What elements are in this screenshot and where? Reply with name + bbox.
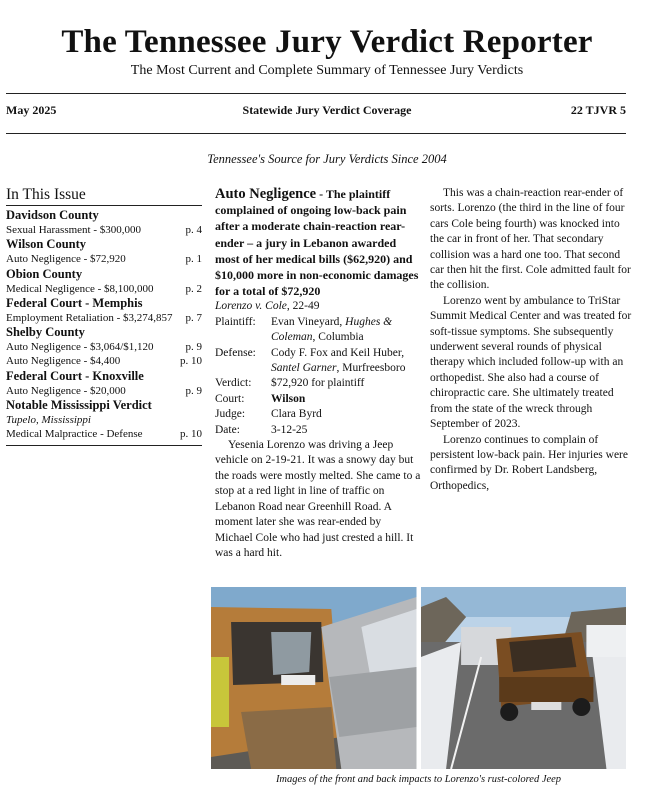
defense-label: Defense:: [215, 346, 256, 359]
plaintiff-city: , Columbia: [312, 331, 364, 344]
judge-row: [215, 407, 421, 422]
toc-entry[interactable]: [6, 427, 202, 441]
plaintiff-attorney: Evan Vineyard,: [271, 315, 346, 328]
toc-section-heading: Federal Court - Memphis: [6, 295, 143, 310]
toc-entry-text: Sexual Harassment - $300,000: [6, 224, 142, 236]
plaintiff-firm: Hughes & Coleman: [271, 315, 393, 344]
toc-entry-page: p. 9: [185, 384, 202, 397]
photo-caption: Images of the front and back impacts to Lorenzo's rust-colored Jeep: [275, 774, 562, 785]
toc-divider: [6, 205, 202, 206]
date-label: Date:: [215, 423, 240, 436]
toc-section-heading: Shelby County: [6, 325, 85, 340]
issue-coverage: Statewide Jury Verdict Coverage: [242, 103, 412, 117]
court-label: Court:: [215, 392, 245, 405]
table-of-contents: [6, 186, 202, 446]
defense-attorney: Cody F. Fox and Keil Huber,: [271, 346, 405, 359]
toc-entry-page: p. 2: [185, 282, 202, 295]
toc-entry-page: p. 10: [180, 355, 202, 368]
verdict-value: $72,920 for plaintiff: [271, 377, 365, 390]
date-value: 3-12-25: [271, 423, 308, 436]
toc-entry-text: Auto Negligence - $3,064/$1,120: [6, 341, 154, 354]
header-bottom-rule: [6, 133, 626, 134]
toc-section-heading: Wilson County: [6, 237, 87, 252]
toc-entry-text: Employment Retaliation - $3,274,857: [6, 311, 173, 324]
toc-entry[interactable]: [6, 384, 202, 398]
article-paragraph-4: Lorenzo continues to complain of persistent low-back pain. Her injuries were confirmed by Dr. Robert Landsberg, Orthopedics,: [430, 433, 628, 492]
toc-entry[interactable]: [6, 311, 202, 325]
article-summary: - The plaintiff complained of ongoing low-back pain after a moderate chain-reaction rear-ender – a jury in Lebanon awarded most of her medical bills ($62,920) and $10,000 more in non-economic damages for a total of $72,920: [215, 187, 419, 299]
toc-entry-text: Medical Negligence - $8,100,000: [6, 282, 154, 295]
defense-city: , Murfreesboro: [336, 362, 406, 375]
toc-entry-text: Auto Negligence - $72,920: [6, 253, 126, 266]
case-number: , 22-49: [286, 300, 320, 313]
header-top-rule: [6, 93, 626, 94]
photo-strip: [211, 587, 626, 769]
court-value: Wilson: [271, 392, 306, 405]
article-column-1: [215, 186, 421, 561]
toc-bottom-divider: [6, 445, 202, 446]
toc-list: [6, 208, 202, 441]
toc-entry-page: p. 10: [180, 428, 202, 441]
toc-entry-page: p. 4: [185, 224, 202, 236]
toc-section-heading: Notable Mississippi Verdict: [6, 398, 152, 413]
toc-entry-page: p. 1: [185, 253, 202, 266]
judge-value: Clara Byrd: [271, 408, 322, 421]
toc-section-note: Tupelo, Mississippi: [6, 414, 91, 427]
toc-entry[interactable]: [6, 223, 202, 237]
toc-section-heading: Davidson County: [6, 208, 99, 222]
article-headline: [215, 186, 421, 299]
toc-entry[interactable]: [6, 354, 202, 368]
defense-row: [215, 346, 421, 377]
toc-entry-text: Auto Negligence - $20,000: [6, 384, 126, 397]
toc-entry-page: p. 7: [185, 311, 202, 324]
article-paragraph-3: Lorenzo went by ambulance to TriStar Summit Medical Center and was treated for soft-tissue symptoms. She subsequently underwent several rounds of physical therapy which included follow-up with an orthopedist. She also had a course of chiropractic care. She ultimately treated from the state of the wreck through September of 2023.: [430, 294, 632, 431]
toc-entry-text: Medical Malpractice - Defense: [6, 428, 143, 441]
toc-entry-text: Auto Negligence - $4,400: [6, 355, 121, 368]
court-row: [215, 392, 421, 407]
masthead-subtitle: The Most Current and Complete Summary of Tennessee Jury Verdicts: [130, 63, 524, 78]
plaintiff-label: Plaintiff:: [215, 315, 256, 328]
issue-volume: 22 TJVR 5: [570, 103, 626, 117]
masthead-title: The Tennessee Jury Verdict Reporter: [61, 24, 593, 60]
toc-entry[interactable]: [6, 282, 202, 296]
verdict-row: [215, 376, 421, 391]
front-impact-photo: [211, 587, 417, 769]
article-category: Auto Negligence: [215, 186, 317, 202]
date-row: [215, 423, 421, 438]
toc-title: In This Issue: [6, 186, 86, 203]
case-caption: [215, 299, 421, 314]
tagline: Tennessee's Source for Jury Verdicts Since 2004: [207, 152, 447, 166]
toc-entry-page: p. 9: [185, 341, 202, 354]
article-paragraph-2: This was a chain-reaction rear-ender of sorts. Lorenzo (the third in the line of four cars Cole being fourth) was knocked into the car in front of her. That secondary collision was a hard one too. That second car then hit the first. Cole admitted fault for the collision.: [430, 187, 631, 292]
toc-entry[interactable]: [6, 252, 202, 266]
article-column-2: [430, 186, 632, 494]
verdict-label: Verdict:: [215, 377, 252, 390]
issue-date: May 2025: [6, 103, 57, 117]
judge-label: Judge:: [215, 408, 246, 421]
article-paragraph-1: Yesenia Lorenzo was driving a Jeep vehicle on 2-19-21. It was a snowy day but the roads were mostly melted. She came to a stop at a red light in line of traffic on Lebanon Road near Greenhill Road. A moment later she was rear-ended by Michael Cole who had just crested a hill. It was a hard hit.: [215, 439, 421, 559]
plaintiff-row: [215, 315, 421, 346]
defense-firm: Santel Garner: [271, 362, 337, 375]
toc-section-heading: Obion County: [6, 266, 83, 281]
toc-entry[interactable]: [6, 340, 202, 354]
toc-section-heading: Federal Court - Knoxville: [6, 368, 144, 383]
rear-impact-photo: [421, 587, 627, 769]
case-name: Lorenzo v. Cole: [215, 300, 287, 313]
